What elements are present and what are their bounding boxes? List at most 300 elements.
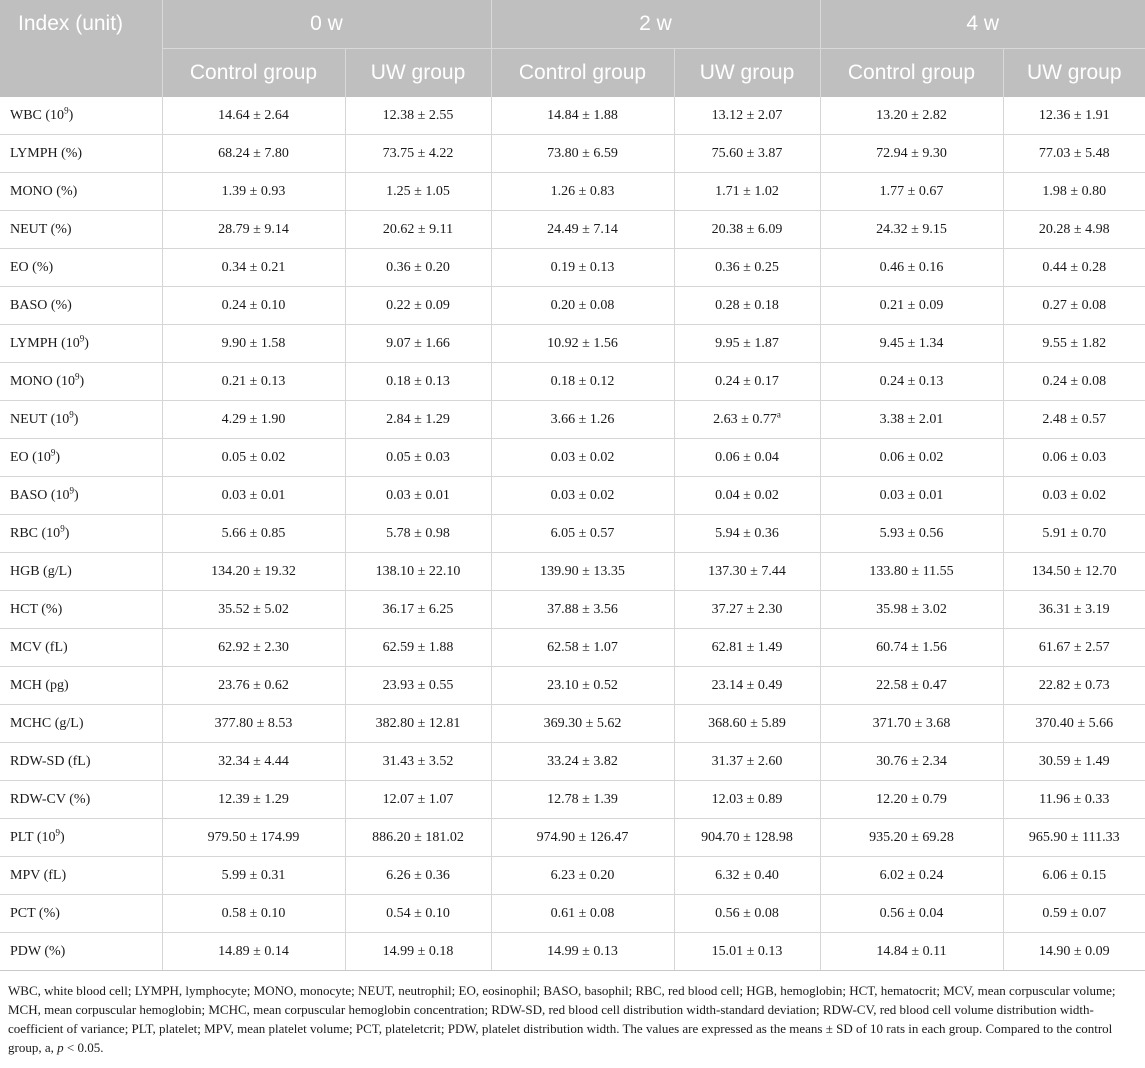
cell-value: 5.93 ± 0.56 — [879, 525, 944, 541]
cell-value: 0.21 ± 0.09 — [879, 297, 944, 313]
row-label — [0, 553, 162, 591]
table-cell — [1003, 135, 1145, 173]
table-row — [0, 363, 1145, 401]
cell-value: 20.62 ± 9.11 — [382, 221, 454, 237]
cell-value: 13.12 ± 2.07 — [711, 107, 783, 123]
cell-value: 36.31 ± 3.19 — [1038, 601, 1110, 617]
table-cell — [820, 933, 1003, 971]
group-header-uw-2w: UW group — [674, 49, 820, 98]
group-header-control-4w: Control group — [820, 49, 1003, 98]
cell-value: 935.20 ± 69.28 — [869, 829, 954, 845]
table-cell — [674, 211, 820, 249]
row-label-text: HGB (g/L) — [10, 563, 72, 579]
cell-value: 1.77 ± 0.67 — [879, 183, 944, 199]
table-cell — [162, 933, 345, 971]
cell-value: 0.59 ± 0.07 — [1042, 905, 1107, 921]
cell-value: 23.10 ± 0.52 — [547, 677, 618, 693]
row-label-exponent: 9 — [69, 484, 75, 495]
cell-value: 12.03 ± 0.89 — [711, 791, 783, 807]
cell-value: 13.20 ± 2.82 — [876, 107, 947, 123]
table-cell — [162, 363, 345, 401]
cell-value: 23.93 ± 0.55 — [382, 677, 454, 693]
cell-value: 979.50 ± 174.99 — [207, 829, 300, 845]
row-label-tail: ) — [60, 829, 65, 845]
cell-value: 23.14 ± 0.49 — [711, 677, 783, 693]
footnote-threshold: < 0.05. — [63, 1040, 104, 1055]
cell-value: 382.80 ± 12.81 — [375, 715, 461, 731]
cell-value: 0.22 ± 0.09 — [386, 297, 450, 313]
table-cell — [491, 667, 674, 705]
table-cell — [674, 363, 820, 401]
table-cell — [345, 857, 491, 895]
cell-value: 368.60 ± 5.89 — [708, 715, 786, 731]
cell-value: 377.80 ± 8.53 — [214, 715, 293, 731]
table-row — [0, 135, 1145, 173]
table-cell — [491, 591, 674, 629]
table-cell — [491, 325, 674, 363]
table-row — [0, 553, 1145, 591]
row-label-text: PLT (10 — [10, 829, 56, 845]
table-cell — [345, 363, 491, 401]
cell-value: 6.02 ± 0.24 — [879, 867, 944, 883]
table-cell — [345, 135, 491, 173]
cell-value: 1.98 ± 0.80 — [1042, 183, 1107, 199]
cell-value: 0.03 ± 0.02 — [1042, 487, 1107, 503]
table-cell — [162, 135, 345, 173]
row-label — [0, 439, 162, 477]
table-cell — [820, 363, 1003, 401]
table-cell — [345, 705, 491, 743]
table-cell — [674, 705, 820, 743]
cell-value: 1.71 ± 1.02 — [715, 183, 779, 199]
cell-value: 6.05 ± 0.57 — [550, 525, 615, 541]
table-row — [0, 743, 1145, 781]
table-row — [0, 857, 1145, 895]
table-cell — [674, 135, 820, 173]
table-cell — [1003, 667, 1145, 705]
cell-value: 37.88 ± 3.56 — [547, 601, 618, 617]
cell-value: 77.03 ± 5.48 — [1038, 145, 1110, 161]
table-cell — [674, 439, 820, 477]
cell-value: 1.25 ± 1.05 — [386, 183, 450, 199]
table-cell — [491, 515, 674, 553]
cell-value: 0.05 ± 0.02 — [221, 449, 286, 465]
table-cell — [674, 857, 820, 895]
row-label-text: BASO (10 — [10, 487, 70, 503]
table-cell — [345, 515, 491, 553]
cell-value: 30.76 ± 2.34 — [876, 753, 947, 769]
table-cell — [674, 325, 820, 363]
row-label-text: HCT (%) — [10, 601, 63, 617]
table-cell — [674, 591, 820, 629]
table-cell — [674, 553, 820, 591]
table-cell — [345, 819, 491, 857]
table-cell — [820, 895, 1003, 933]
cell-value: 35.52 ± 5.02 — [218, 601, 289, 617]
cell-value: 2.84 ± 1.29 — [386, 411, 450, 427]
cell-value: 974.90 ± 126.47 — [536, 829, 629, 845]
table-cell — [162, 477, 345, 515]
cell-value: 9.45 ± 1.34 — [879, 335, 944, 351]
table-cell — [345, 553, 491, 591]
row-label-exponent: 9 — [55, 826, 61, 837]
table-cell — [345, 477, 491, 515]
table-cell — [1003, 401, 1145, 439]
row-label-exponent: 9 — [64, 104, 69, 115]
group-header-uw-4w: UW group — [1003, 49, 1145, 98]
table-row — [0, 439, 1145, 477]
table-cell — [1003, 477, 1145, 515]
cell-value: 22.58 ± 0.47 — [876, 677, 947, 693]
cell-value: 0.44 ± 0.28 — [1042, 259, 1107, 275]
row-label-text: LYMPH (10 — [10, 335, 80, 351]
table-row — [0, 667, 1145, 705]
cell-value: 23.76 ± 0.62 — [218, 677, 289, 693]
cell-value: 9.95 ± 1.87 — [715, 335, 779, 351]
row-label — [0, 211, 162, 249]
cell-value: 73.80 ± 6.59 — [547, 145, 618, 161]
table-cell — [1003, 173, 1145, 211]
table-cell — [674, 933, 820, 971]
row-label — [0, 477, 162, 515]
table-cell — [345, 781, 491, 819]
cell-value: 133.80 ± 11.55 — [869, 563, 954, 579]
cell-value: 5.91 ± 0.70 — [1042, 525, 1107, 541]
cell-value: 6.23 ± 0.20 — [550, 867, 615, 883]
row-label-tail: ) — [79, 373, 85, 389]
table-cell — [162, 211, 345, 249]
cell-value: 9.07 ± 1.66 — [386, 335, 450, 351]
cell-value: 5.78 ± 0.98 — [386, 525, 450, 541]
cell-value: 24.32 ± 9.15 — [876, 221, 947, 237]
row-label-tail: ) — [74, 487, 79, 503]
table-cell — [674, 819, 820, 857]
cell-value: 0.54 ± 0.10 — [386, 905, 450, 921]
table-cell — [674, 97, 820, 135]
table-row — [0, 629, 1145, 667]
table-cell — [491, 857, 674, 895]
cell-value: 9.55 ± 1.82 — [1042, 335, 1107, 351]
cell-value: 4.29 ± 1.90 — [221, 411, 286, 427]
significance-marker: a — [776, 408, 781, 419]
table-cell — [674, 895, 820, 933]
table-cell — [491, 211, 674, 249]
table-cell — [162, 895, 345, 933]
cell-value: 0.28 ± 0.18 — [715, 297, 779, 313]
cell-value: 31.43 ± 3.52 — [382, 753, 454, 769]
table-cell — [162, 249, 345, 287]
cell-value: 72.94 ± 9.30 — [876, 145, 947, 161]
cell-value: 12.36 ± 1.91 — [1038, 107, 1110, 123]
table-cell — [1003, 249, 1145, 287]
table-cell — [820, 211, 1003, 249]
table-cell — [1003, 97, 1145, 135]
cell-value: 0.56 ± 0.08 — [715, 905, 779, 921]
cell-value: 62.58 ± 1.07 — [547, 639, 618, 655]
table-row — [0, 477, 1145, 515]
cell-value: 11.96 ± 0.33 — [1039, 791, 1110, 807]
cell-value: 0.46 ± 0.16 — [879, 259, 944, 275]
cell-value: 14.84 ± 0.11 — [876, 943, 947, 959]
cell-value: 0.27 ± 0.08 — [1042, 297, 1107, 313]
table-row — [0, 325, 1145, 363]
cell-value: 0.36 ± 0.20 — [386, 259, 450, 275]
table-cell — [162, 97, 345, 135]
table-cell — [674, 515, 820, 553]
row-label-text: MONO (10 — [10, 373, 75, 389]
table-cell — [162, 401, 345, 439]
cell-value: 0.06 ± 0.04 — [715, 449, 779, 465]
table-row — [0, 401, 1145, 439]
row-label — [0, 135, 162, 173]
cell-value: 3.66 ± 1.26 — [550, 411, 615, 427]
cell-value: 371.70 ± 3.68 — [872, 715, 951, 731]
cell-value: 134.50 ± 12.70 — [1031, 563, 1117, 579]
table-cell — [162, 553, 345, 591]
cell-value: 14.89 ± 0.14 — [218, 943, 289, 959]
cell-value: 0.24 ± 0.10 — [221, 297, 286, 313]
row-label-text: NEUT (10 — [10, 411, 70, 427]
table-row — [0, 211, 1145, 249]
cell-value: 37.27 ± 2.30 — [711, 601, 783, 617]
cell-value: 14.99 ± 0.18 — [382, 943, 454, 959]
table-cell — [820, 705, 1003, 743]
cell-value: 0.24 ± 0.08 — [1042, 373, 1107, 389]
time-point-header-2w: 2 w — [491, 0, 820, 49]
table-cell — [162, 325, 345, 363]
cell-value: 24.49 ± 7.14 — [547, 221, 618, 237]
table-cell — [1003, 933, 1145, 971]
table-cell — [820, 439, 1003, 477]
row-label — [0, 401, 162, 439]
table-row — [0, 895, 1145, 933]
table-row — [0, 781, 1145, 819]
cell-value: 68.24 ± 7.80 — [218, 145, 289, 161]
table-cell — [820, 477, 1003, 515]
table-cell — [1003, 743, 1145, 781]
row-label-exponent: 9 — [69, 408, 74, 419]
table-cell — [162, 819, 345, 857]
table-row — [0, 933, 1145, 971]
table-row — [0, 591, 1145, 629]
cell-value: 14.90 ± 0.09 — [1038, 943, 1110, 959]
table-cell — [1003, 705, 1145, 743]
cell-value: 0.04 ± 0.02 — [715, 487, 779, 503]
table-cell — [345, 97, 491, 135]
group-header-uw-0w: UW group — [345, 49, 491, 98]
table-cell — [820, 781, 1003, 819]
cell-value: 30.59 ± 1.49 — [1038, 753, 1110, 769]
table-cell — [674, 173, 820, 211]
cell-value: 62.81 ± 1.49 — [711, 639, 783, 655]
table-cell — [820, 743, 1003, 781]
cell-value: 0.18 ± 0.13 — [386, 373, 450, 389]
table-header — [0, 0, 1145, 97]
row-label-text: PDW (%) — [10, 943, 66, 959]
table-body — [0, 97, 1145, 971]
cell-value: 15.01 ± 0.13 — [711, 943, 783, 959]
cell-value: 139.90 ± 13.35 — [540, 563, 625, 579]
table-cell — [491, 895, 674, 933]
table-cell — [345, 439, 491, 477]
cell-value: 5.94 ± 0.36 — [715, 525, 779, 541]
cell-value: 0.03 ± 0.02 — [550, 449, 615, 465]
cell-value: 31.37 ± 2.60 — [711, 753, 783, 769]
cell-value: 12.39 ± 1.29 — [218, 791, 289, 807]
table-cell — [1003, 515, 1145, 553]
row-label — [0, 97, 162, 135]
table-cell — [820, 553, 1003, 591]
cell-value: 370.40 ± 5.66 — [1035, 715, 1114, 731]
row-label — [0, 781, 162, 819]
cell-value: 1.26 ± 0.83 — [550, 183, 615, 199]
table-cell — [674, 667, 820, 705]
cell-value: 14.84 ± 1.88 — [547, 107, 618, 123]
cell-value: 0.20 ± 0.08 — [550, 297, 615, 313]
table-cell — [1003, 781, 1145, 819]
cell-value: 886.20 ± 181.02 — [372, 829, 464, 845]
table-cell — [1003, 287, 1145, 325]
table-cell — [491, 173, 674, 211]
row-label-exponent: 9 — [79, 332, 85, 343]
table-cell — [820, 667, 1003, 705]
row-label — [0, 249, 162, 287]
table-cell — [491, 819, 674, 857]
table-row — [0, 97, 1145, 135]
cell-value: 0.61 ± 0.08 — [550, 905, 615, 921]
cell-value: 10.92 ± 1.56 — [547, 335, 618, 351]
table-cell — [345, 249, 491, 287]
row-label — [0, 819, 162, 857]
table-row — [0, 705, 1145, 743]
row-label — [0, 629, 162, 667]
table-cell — [162, 667, 345, 705]
cell-value: 0.36 ± 0.25 — [715, 259, 779, 275]
table-cell — [820, 287, 1003, 325]
table-cell — [820, 857, 1003, 895]
table-cell — [491, 743, 674, 781]
row-label-tail: ) — [55, 449, 60, 465]
row-label-text: MPV (fL) — [10, 867, 67, 883]
row-label-text: MCHC (g/L) — [10, 715, 84, 731]
cell-value: 0.06 ± 0.03 — [1042, 449, 1107, 465]
index-unit-header: Index (unit) — [0, 0, 162, 97]
cell-value: 0.03 ± 0.02 — [550, 487, 615, 503]
cell-value: 20.28 ± 4.98 — [1038, 221, 1110, 237]
cell-value: 0.24 ± 0.17 — [715, 373, 779, 389]
table-cell — [1003, 895, 1145, 933]
table-cell — [491, 933, 674, 971]
cell-value: 134.20 ± 19.32 — [211, 563, 296, 579]
table-cell — [820, 401, 1003, 439]
row-label-text: MONO (%) — [10, 183, 78, 199]
cell-value: 0.56 ± 0.04 — [879, 905, 944, 921]
row-label-text: EO (10 — [10, 449, 51, 465]
table-cell — [820, 591, 1003, 629]
row-label — [0, 667, 162, 705]
cell-value: 35.98 ± 3.02 — [876, 601, 947, 617]
row-label-exponent: 9 — [60, 522, 65, 533]
table-cell — [162, 743, 345, 781]
cell-value: 1.39 ± 0.93 — [221, 183, 286, 199]
table-cell — [491, 781, 674, 819]
table-cell — [674, 287, 820, 325]
row-label-tail: ) — [68, 107, 74, 123]
table-cell — [345, 287, 491, 325]
table-row — [0, 173, 1145, 211]
cell-value: 60.74 ± 1.56 — [876, 639, 947, 655]
cell-value: 12.78 ± 1.39 — [547, 791, 618, 807]
row-label — [0, 363, 162, 401]
table-cell — [162, 629, 345, 667]
table-cell — [345, 173, 491, 211]
table-cell — [1003, 819, 1145, 857]
cell-value: 6.06 ± 0.15 — [1042, 867, 1107, 883]
table-cell — [820, 173, 1003, 211]
row-label-text: PCT (%) — [10, 905, 60, 921]
cell-value: 0.03 ± 0.01 — [879, 487, 944, 503]
row-label — [0, 515, 162, 553]
row-label — [0, 173, 162, 211]
table-cell — [345, 591, 491, 629]
footnote-p-letter: p — [57, 1040, 64, 1055]
row-label-text: EO (%) — [10, 259, 54, 275]
row-label-text: RDW-CV (%) — [10, 791, 91, 807]
table-row — [0, 287, 1145, 325]
table-cell — [1003, 211, 1145, 249]
cell-value: 36.17 ± 6.25 — [382, 601, 454, 617]
table-cell — [491, 553, 674, 591]
table-cell — [491, 287, 674, 325]
table-cell — [1003, 363, 1145, 401]
footnote-text: WBC, white blood cell; LYMPH, lymphocyte; MONO, monocyte; NEUT, neutrophil; EO, eosinophil; BASO, basophil; RBC, red blood cell; HGB, hemoglobin; HCT, hematocrit; MCV, mean corpuscular volume; MCH, mean corpuscular hemoglobin; MCHC, mean corpuscular hemoglobin concentration; RDW-SD, red blood cell distribution width-standard deviation; RDW-CV, red blood cell volume distribution width-coefficient of variance; PLT, platelet; MPV, mean platelet volume; PCT, plateletcrit; PDW, platelet distribution width. The values are expressed as the means ± SD of 10 rats in each group. Compared to the control group, a, — [8, 983, 1116, 1055]
cell-value: 5.99 ± 0.31 — [221, 867, 286, 883]
table-cell — [491, 705, 674, 743]
table-cell — [491, 439, 674, 477]
group-header-control-2w: Control group — [491, 49, 674, 98]
cell-value: 0.18 ± 0.12 — [550, 373, 615, 389]
row-label — [0, 325, 162, 363]
row-label-text: BASO (%) — [10, 297, 72, 313]
cell-value: 62.59 ± 1.88 — [382, 639, 454, 655]
table-cell — [1003, 629, 1145, 667]
row-label — [0, 287, 162, 325]
row-label — [0, 857, 162, 895]
cell-value: 14.99 ± 0.13 — [547, 943, 618, 959]
cell-value: 369.30 ± 5.62 — [543, 715, 622, 731]
table-cell — [491, 363, 674, 401]
table-cell — [491, 401, 674, 439]
row-label-text: LYMPH (%) — [10, 145, 83, 161]
table-cell — [674, 781, 820, 819]
time-point-header-0w: 0 w — [162, 0, 491, 49]
cell-value: 9.90 ± 1.58 — [221, 335, 286, 351]
row-label — [0, 705, 162, 743]
table-cell — [345, 325, 491, 363]
table-cell — [162, 173, 345, 211]
cell-value: 62.92 ± 2.30 — [218, 639, 289, 655]
row-label-text: RBC (10 — [10, 525, 61, 541]
group-header-control-0w: Control group — [162, 49, 345, 98]
cell-value: 0.24 ± 0.13 — [879, 373, 944, 389]
cell-value: 12.38 ± 2.55 — [382, 107, 454, 123]
row-label-tail: ) — [73, 411, 79, 427]
cell-value: 0.58 ± 0.10 — [221, 905, 286, 921]
row-label-text: NEUT (%) — [10, 221, 72, 237]
table-cell — [491, 249, 674, 287]
table-cell — [820, 819, 1003, 857]
table-cell — [345, 667, 491, 705]
